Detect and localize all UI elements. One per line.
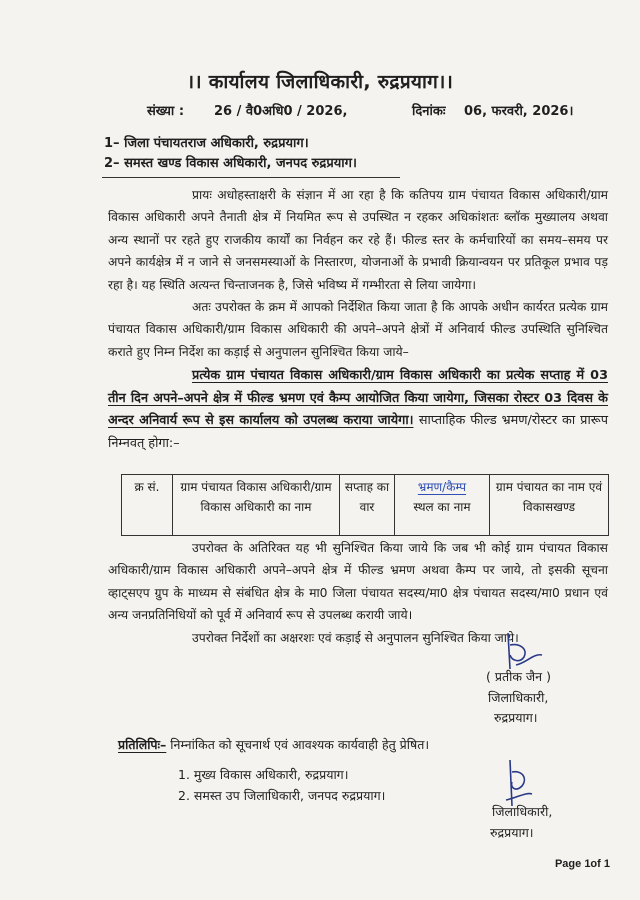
office-title: ।। कार्यालय जिलाधिकारी, रुद्रप्रयाग।। bbox=[186, 71, 454, 93]
date-value: 06, फरवरी, 2026। bbox=[464, 104, 574, 119]
paragraph-2: अतः उपरोक्त के क्रम में आपको निर्देशित किया जाता है कि आपके अधीन कार्यरत प्रत्येक ग्राम पंचायत विकास अधिकारी/ग्राम विकास अधिकारी की अपने–अपने क्षेत्रों में अनिवार्य फील्ड उपस्थिति सुनिश्चित कराते हुए निम्न निर्देश का कड़ाई से अनुपालन सुनिश्चित किया जाये– bbox=[108, 300, 608, 359]
copy-section bbox=[118, 736, 429, 753]
copy-intro: निम्नांकित को सूचनार्थ एवं आवश्यक कार्यवाही हेतु प्रेषित। bbox=[170, 737, 430, 752]
addressee-2: 2– समस्त खण्ड विकास अधिकारी, जनपद रुद्रप्रयाग। bbox=[104, 156, 357, 171]
paragraph-3-main: प्रत्येक ग्राम पंचायत विकास अधिकारी/ग्राम विकास अधिकारी का प्रत्येक सप्ताह में 03 तीन दिन अपने–अपने क्षेत्र में फील्ड भ्रमण एवं कैम्प आयोजित किया जायेगा, जिसका रोस्टर 03 दिवस के अन्दर अनिवार्य रूप से इस कार्यालय को उपलब्ध कराया जायेगा। bbox=[108, 368, 608, 429]
signatory-place: रुद्रप्रयाग। bbox=[494, 710, 538, 725]
col-weekday: सप्ताह का वार bbox=[340, 475, 395, 536]
signatory-designation: जिलाधिकारी, bbox=[488, 690, 549, 705]
page-number: Page 1of 1 bbox=[554, 858, 610, 870]
col-serial: क्र सं. bbox=[122, 475, 173, 536]
date-label: दिनांकः bbox=[412, 104, 446, 119]
paragraph-3-tail: साप्ताहिक फील्ड भ्रमण/रोस्टर का प्रारूप निम्नवत् होगा:– bbox=[108, 413, 608, 452]
signatory-name: ( प्रतीक जैन ) bbox=[486, 669, 551, 684]
copy-signatory-place: रुद्रप्रयाग। bbox=[490, 825, 534, 840]
table-row bbox=[122, 475, 609, 536]
paragraph-1: प्रायः अधोहस्ताक्षरी के संज्ञान में आ रहा है कि कतिपय ग्राम पंचायत विकास अधिकारी/ग्राम विकास अधिकारी अपने तैनाती क्षेत्र में नियमित रूप से उपस्थित न रहकर अधिकांशतः ब्लॉक मुख्यालय अथवा अन्य स्थानों पर रहते हुए राजकीय कार्यों का निर्वहन कर रहे हैं। फील्ड स्तर के कर्मचारियों का समय–समय पर अपने कार्यक्षेत्र में न जाने से जनसमस्याओं के निस्तारण, योजनाओं के प्रभावी क्रियान्वयन पर प्रतिकूल प्रभाव पड़ रहा है। यह स्थिति अत्यन्त चिन्ताजनक है, जिसे भविष्य में गम्भीरता से लिया जायेगा। bbox=[108, 188, 608, 292]
roster-table bbox=[121, 474, 609, 536]
copy-signatory-designation: जिलाधिकारी, bbox=[492, 804, 553, 819]
paragraph-4: उपरोक्त के अतिरिक्त यह भी सुनिश्चित किया जाये कि जब भी कोई ग्राम पंचायत विकास अधिकारी/ग्राम विकास अधिकारी अपने–अपने क्षेत्र में फील्ड भ्रमण अथवा कैम्प पर जाये, तो इसकी सूचना व्हाट्सएप ग्रुप के माध्यम से संबंधित क्षेत्र के मा0 जिला पंचायत सदस्य/मा0 क्षेत्र पंचायत सदस्य/मा0 प्रधान एवं अन्य जनप्रतिनिधियों को पूर्व में अनिवार्य रूप से उपलब्ध करायी जाये। bbox=[108, 541, 608, 623]
col-camp-site-b: स्थल का नाम bbox=[413, 500, 471, 514]
body-text bbox=[108, 184, 608, 456]
col-camp-site bbox=[395, 475, 490, 536]
col-gram-panchayat: ग्राम पंचायत का नाम एवं विकासखण्ड bbox=[490, 475, 609, 536]
sankhya-label: संख्या : bbox=[147, 104, 185, 119]
sankhya-value: 26 / वै0अधि0 / 2026, bbox=[214, 104, 348, 119]
paragraph-3 bbox=[108, 365, 608, 455]
paragraph-5: उपरोक्त निर्देशों का अक्षरशः एवं कड़ाई से अनुपालन सुनिश्चित किया जाये। bbox=[192, 630, 519, 645]
copy-label: प्रतिलिपिः– bbox=[118, 737, 167, 752]
addressee-divider bbox=[102, 177, 400, 178]
copy-item-1: 1. मुख्य विकास अधिकारी, रुद्रप्रयाग। bbox=[178, 767, 349, 782]
col-camp-site-a: भ्रमण/कैम्प bbox=[417, 480, 467, 494]
copy-item-2: 2. समस्त उप जिलाधिकारी, जनपद रुद्रप्रयाग। bbox=[178, 788, 386, 803]
col-officer-name: ग्राम पंचायत विकास अधिकारी/ग्राम विकास अधिकारी का नाम bbox=[173, 475, 340, 536]
addressee-1: 1– जिला पंचायतराज अधिकारी, रुद्रप्रयाग। bbox=[104, 136, 309, 151]
